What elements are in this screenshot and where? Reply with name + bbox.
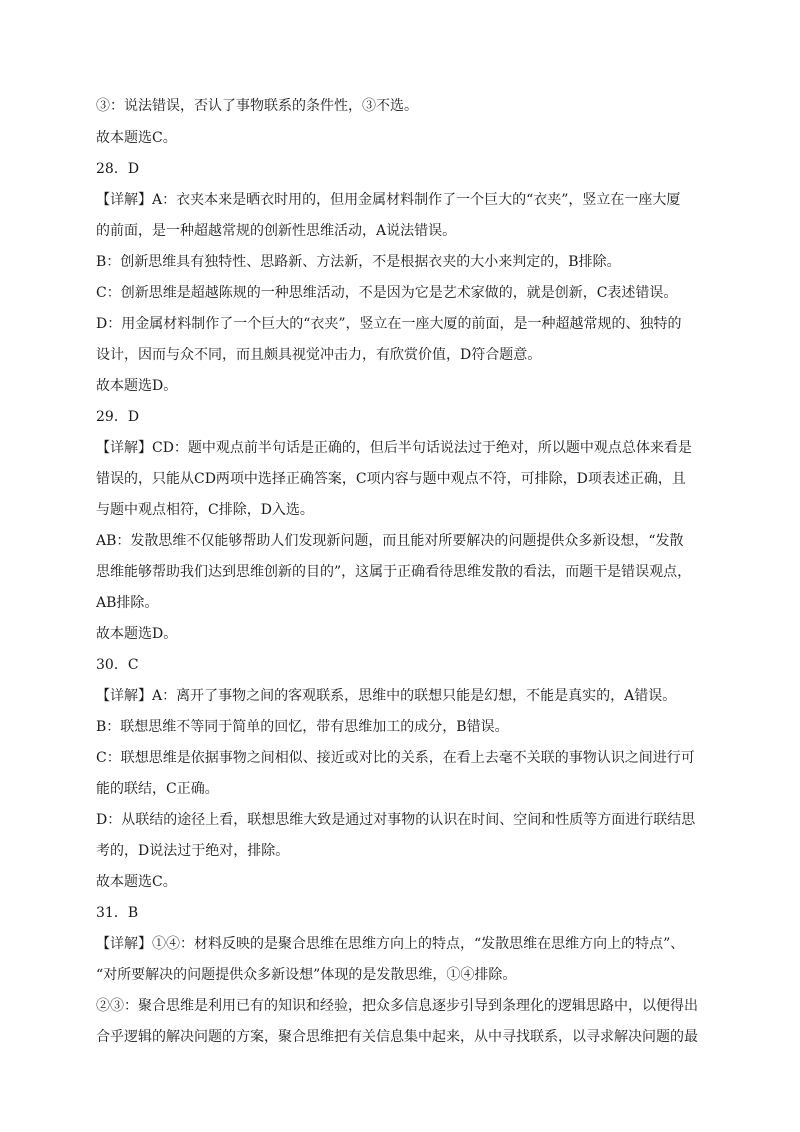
text-line: D：从联结的途径上看，联想思维大致是通过对事物的认识在时间、空间和性质等方面进行联结思 (96, 812, 696, 828)
text-line: ②③：聚合思维是利用已有的知识和经验，把众多信息逐步引导到条理化的逻辑思路中，以便得出 (96, 998, 698, 1014)
text-line: B：创新思维具有独特性、思路新、方法新，不是根据衣夹的大小来判定的，B排除。 (96, 254, 621, 270)
text-line: 与题中观点相符，C排除，D入选。 (96, 502, 314, 518)
text-line: 【详解】CD：题中观点前半句话是正确的，但后半句话说法过于绝对，所以题中观点总体来看是 (96, 440, 692, 456)
question-number: 30．C (96, 657, 139, 673)
text-line: B：联想思维不等同于简单的回忆，带有思维加工的成分，B错误。 (96, 719, 509, 735)
question-number: 29．D (96, 409, 140, 425)
text-line: 故本题选D。 (96, 626, 178, 642)
text-line: C：联想思维是依据事物之间相似、接近或对比的关系，在看上去毫不关联的事物认识之间进行可 (96, 750, 695, 766)
text-line: 的前面，是一种超越常规的创新性思维活动，A说法错误。 (96, 223, 457, 239)
text-line: 能的联结，C正确。 (96, 781, 219, 797)
text-line: ③：说法错误，否认了事物联系的条件性，③不选。 (96, 98, 418, 114)
text-line: 设计，因而与众不同，而且颇具视觉冲击力，有欣赏价值，D符合题意。 (96, 347, 542, 363)
text-line: AB排除。 (96, 595, 159, 611)
text-line: 故本题选C。 (96, 874, 177, 890)
text-line: D：用金属材料制作了一个巨大的“衣夹”，竖立在一座大厦的前面，是一种超越常规的、独特的 (96, 316, 682, 332)
text-line: 合乎逻辑的解决问题的方案，聚合思维把有关信息集中起来，从中寻找联系，以寻求解决问题的最 (96, 1029, 698, 1045)
text-line: 考的，D说法过于绝对，排除。 (96, 843, 290, 859)
text-line: 故本题选C。 (96, 130, 177, 146)
text-line: “对所要解决的问题提供众多新设想”体现的是发散思维，①④排除。 (96, 967, 517, 983)
text-line: AB：发散思维不仅能够帮助人们发现新问题，而且能对所要解决的问题提供众多新设想，“发散 (96, 533, 684, 549)
text-line: 错误的，只能从CD两项中选择正确答案，C项内容与题中观点不符，可排除，D项表述正确，且 (96, 471, 686, 487)
text-line: 思维能够帮助我们达到思维创新的目的”，这属于正确看待思维发散的看法，而题干是错误观点， (96, 564, 692, 580)
text-line: 【详解】①④：材料反映的是聚合思维在思维方向上的特点，“发散思维在思维方向上的特点”、 (96, 936, 685, 952)
text-line: 故本题选D。 (96, 378, 178, 394)
text-line: C：创新思维是超越陈规的一种思维活动，不是因为它是艺术家做的，就是创新，C表述错误。 (96, 285, 678, 301)
text-line: 【详解】A：衣夹本来是晒衣时用的，但用金属材料制作了一个巨大的“衣夹”，竖立在一座大厦 (96, 192, 681, 208)
text-line: 【详解】A：离开了事物之间的客观联系，思维中的联想只能是幻想，不能是真实的，A错误。 (96, 688, 677, 704)
question-number: 31．B (96, 905, 139, 921)
question-number: 28．D (96, 161, 140, 177)
